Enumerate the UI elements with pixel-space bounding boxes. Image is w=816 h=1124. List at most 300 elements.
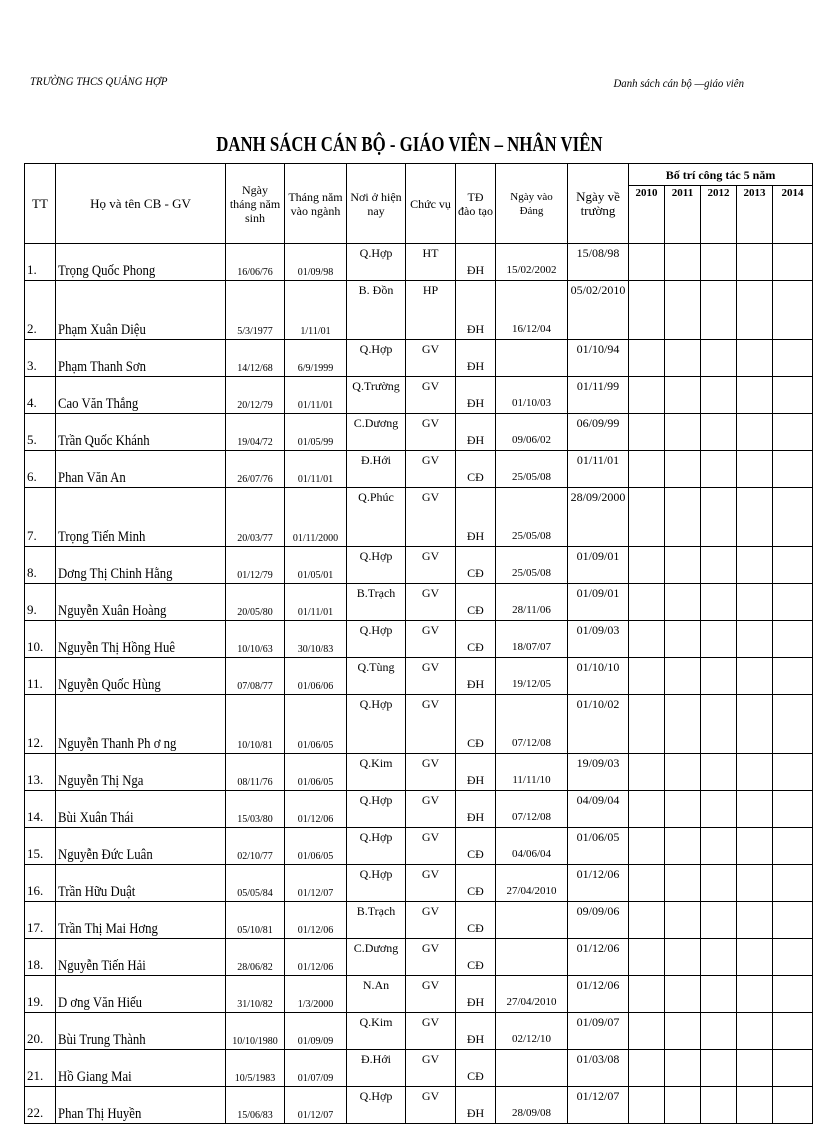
birth-date: 05/10/81 [226, 902, 285, 939]
start-date: 01/05/01 [285, 547, 347, 584]
staff-name-text: Phan Văn An [58, 470, 126, 486]
birth-date: 31/10/82 [226, 976, 285, 1013]
assignment-cell [737, 828, 773, 865]
birth-date: 14/12/68 [226, 340, 285, 377]
assignment-cell [701, 244, 737, 281]
assignment-cell [773, 1050, 813, 1087]
assignment-cell [773, 451, 813, 488]
assignment-cell [665, 828, 701, 865]
arrival-date: 15/08/98 [568, 244, 629, 281]
assignment-cell [629, 244, 665, 281]
staff-name-text: Cao Văn Thắng [58, 396, 139, 412]
table-row [25, 414, 813, 451]
residence: Q.Hợp [347, 547, 406, 584]
staff-name [56, 939, 226, 976]
start-date: 01/11/01 [285, 451, 347, 488]
start-date: 01/11/2000 [285, 488, 347, 547]
arrival-date: 19/09/03 [568, 754, 629, 791]
assignment-cell [773, 488, 813, 547]
assignment-cell [737, 377, 773, 414]
assignment-cell [629, 865, 665, 902]
staff-name [56, 451, 226, 488]
assignment-cell [665, 976, 701, 1013]
assignment-cell [665, 1087, 701, 1124]
degree: ĐH [456, 754, 496, 791]
position: GV [406, 902, 456, 939]
staff-name [56, 1013, 226, 1050]
staff-name [56, 1050, 226, 1087]
header-arrival: Ngày về trường [568, 164, 629, 244]
arrival-date: 05/02/2010 [568, 281, 629, 340]
assignment-cell [701, 791, 737, 828]
position: GV [406, 1050, 456, 1087]
party-date: 25/05/08 [496, 488, 568, 547]
degree: CĐ [456, 1050, 496, 1087]
residence: Đ.Hới [347, 1050, 406, 1087]
assignment-cell [701, 414, 737, 451]
assignment-cell [737, 451, 773, 488]
assignment-cell [737, 584, 773, 621]
assignment-cell [737, 244, 773, 281]
residence: Q.Hợp [347, 621, 406, 658]
staff-rows [25, 244, 813, 1124]
staff-name [56, 414, 226, 451]
assignment-cell [665, 695, 701, 754]
degree: ĐH [456, 244, 496, 281]
birth-date: 10/10/63 [226, 621, 285, 658]
residence: C.Dương [347, 414, 406, 451]
assignment-cell [773, 340, 813, 377]
birth-date: 19/04/72 [226, 414, 285, 451]
assignment-cell [737, 902, 773, 939]
degree: ĐH [456, 1013, 496, 1050]
assignment-cell [737, 414, 773, 451]
assignment-cell [665, 340, 701, 377]
table-row [25, 865, 813, 902]
header-year-2013: 2013 [737, 186, 773, 244]
position: GV [406, 695, 456, 754]
position: GV [406, 939, 456, 976]
position: GV [406, 584, 456, 621]
party-date: 27/04/2010 [496, 865, 568, 902]
degree: CĐ [456, 584, 496, 621]
assignment-cell [773, 621, 813, 658]
assignment-cell [629, 621, 665, 658]
degree: CĐ [456, 695, 496, 754]
assignment-cell [773, 695, 813, 754]
residence: Q.Hợp [347, 828, 406, 865]
residence: B.Trạch [347, 902, 406, 939]
residence: Q.Trường [347, 377, 406, 414]
assignment-cell [737, 658, 773, 695]
assignment-cell [701, 621, 737, 658]
arrival-date: 06/09/99 [568, 414, 629, 451]
assignment-cell [773, 244, 813, 281]
page-title: DANH SÁCH CÁN BỘ - GIÁO VIÊN – NHÂN VIÊN [216, 132, 603, 156]
assignment-cell [701, 340, 737, 377]
party-date: 07/12/08 [496, 791, 568, 828]
staff-name [56, 1087, 226, 1124]
staff-name [56, 488, 226, 547]
start-date: 01/05/99 [285, 414, 347, 451]
staff-name [56, 547, 226, 584]
staff-table [24, 163, 813, 1124]
table-row [25, 1013, 813, 1050]
staff-name-text: Nguyễn Xuân Hoàng [58, 603, 167, 619]
arrival-date: 01/09/01 [568, 584, 629, 621]
row-number: 7. [25, 488, 56, 547]
assignment-cell [629, 695, 665, 754]
party-date: 02/12/10 [496, 1013, 568, 1050]
assignment-cell [773, 791, 813, 828]
staff-name [56, 791, 226, 828]
start-date: 01/12/06 [285, 791, 347, 828]
row-number: 8. [25, 547, 56, 584]
assignment-cell [701, 1087, 737, 1124]
assignment-cell [737, 340, 773, 377]
row-number: 12. [25, 695, 56, 754]
birth-date: 15/06/83 [226, 1087, 285, 1124]
arrival-date: 01/11/01 [568, 451, 629, 488]
residence: N.An [347, 976, 406, 1013]
staff-name [56, 377, 226, 414]
birth-date: 02/10/77 [226, 828, 285, 865]
arrival-date: 01/03/08 [568, 1050, 629, 1087]
table-row [25, 1087, 813, 1124]
party-date: 09/06/02 [496, 414, 568, 451]
degree: ĐH [456, 1087, 496, 1124]
arrival-date: 01/12/06 [568, 865, 629, 902]
party-date [496, 939, 568, 976]
staff-name-text: Phạm Thanh Sơn [58, 359, 146, 375]
table-row [25, 340, 813, 377]
assignment-cell [629, 1013, 665, 1050]
degree: ĐH [456, 658, 496, 695]
header-assignment: Bố trí công tác 5 năm [629, 164, 813, 186]
arrival-date: 01/10/02 [568, 695, 629, 754]
header-start: Tháng năm vào ngành [285, 164, 347, 244]
assignment-cell [629, 939, 665, 976]
table-row [25, 695, 813, 754]
staff-name-text: Trọng Quốc Phong [58, 263, 156, 279]
staff-name [56, 658, 226, 695]
party-date: 04/06/04 [496, 828, 568, 865]
assignment-cell [665, 281, 701, 340]
residence: Đ.Hới [347, 451, 406, 488]
table-row [25, 244, 813, 281]
arrival-date: 01/12/06 [568, 976, 629, 1013]
residence: Q.Hợp [347, 1087, 406, 1124]
staff-name-text: Phạm Xuân Diệu [58, 322, 146, 338]
staff-name-text: Nguyễn Thị Hồng Huê [58, 640, 175, 656]
assignment-cell [773, 414, 813, 451]
assignment-cell [737, 621, 773, 658]
start-date: 6/9/1999 [285, 340, 347, 377]
assignment-cell [629, 281, 665, 340]
table-row [25, 584, 813, 621]
arrival-date: 01/10/94 [568, 340, 629, 377]
birth-date: 01/12/79 [226, 547, 285, 584]
position: GV [406, 658, 456, 695]
position: GV [406, 1013, 456, 1050]
header-year-2014: 2014 [773, 186, 813, 244]
assignment-cell [629, 828, 665, 865]
header-birth: Ngày tháng năm sinh [226, 164, 285, 244]
party-date [496, 340, 568, 377]
school-name: TRƯỜNG THCS QUẢNG HỢP [30, 74, 168, 88]
row-number: 19. [25, 976, 56, 1013]
start-date: 01/11/01 [285, 377, 347, 414]
row-number: 14. [25, 791, 56, 828]
assignment-cell [773, 865, 813, 902]
assignment-cell [629, 754, 665, 791]
assignment-cell [629, 584, 665, 621]
party-date: 27/04/2010 [496, 976, 568, 1013]
start-date: 01/09/09 [285, 1013, 347, 1050]
start-date: 01/06/05 [285, 828, 347, 865]
position: GV [406, 828, 456, 865]
row-number: 20. [25, 1013, 56, 1050]
assignment-cell [665, 865, 701, 902]
staff-name [56, 584, 226, 621]
staff-name [56, 281, 226, 340]
assignment-cell [665, 754, 701, 791]
residence: C.Dương [347, 939, 406, 976]
header-tt: TT [25, 164, 56, 244]
residence: Q.Hợp [347, 865, 406, 902]
arrival-date: 01/09/03 [568, 621, 629, 658]
birth-date: 15/03/80 [226, 791, 285, 828]
assignment-cell [701, 547, 737, 584]
staff-name-text: Bùi Trung Thành [58, 1032, 146, 1048]
assignment-cell [701, 754, 737, 791]
table-row [25, 754, 813, 791]
arrival-date: 01/09/01 [568, 547, 629, 584]
row-number: 13. [25, 754, 56, 791]
residence: B.Trạch [347, 584, 406, 621]
row-number: 6. [25, 451, 56, 488]
assignment-cell [773, 377, 813, 414]
header-name: Họ và tên CB - GV [56, 164, 226, 244]
assignment-cell [737, 281, 773, 340]
staff-name [56, 244, 226, 281]
staff-name-text: Trần Hữu Duật [58, 884, 136, 900]
degree: ĐH [456, 791, 496, 828]
degree: CĐ [456, 865, 496, 902]
position: GV [406, 754, 456, 791]
header-party: Ngày vào Đảng [496, 164, 568, 244]
assignment-cell [701, 828, 737, 865]
party-date: 28/09/08 [496, 1087, 568, 1124]
staff-name [56, 621, 226, 658]
assignment-cell [737, 1050, 773, 1087]
assignment-cell [737, 976, 773, 1013]
assignment-cell [773, 828, 813, 865]
assignment-cell [737, 939, 773, 976]
table-row [25, 902, 813, 939]
assignment-cell [773, 976, 813, 1013]
staff-name-text: Phan Thị Huyền [58, 1106, 142, 1122]
assignment-cell [665, 547, 701, 584]
assignment-cell [773, 1087, 813, 1124]
assignment-cell [665, 451, 701, 488]
staff-name-text: Trần Quốc Khánh [58, 433, 150, 449]
assignment-cell [737, 488, 773, 547]
arrival-date: 01/12/07 [568, 1087, 629, 1124]
arrival-date: 04/09/04 [568, 791, 629, 828]
staff-name [56, 754, 226, 791]
assignment-cell [665, 902, 701, 939]
birth-date: 28/06/82 [226, 939, 285, 976]
assignment-cell [629, 1087, 665, 1124]
table-row [25, 828, 813, 865]
assignment-cell [665, 584, 701, 621]
assignment-cell [629, 414, 665, 451]
residence: Q.Phúc [347, 488, 406, 547]
party-date: 16/12/04 [496, 281, 568, 340]
assignment-cell [629, 451, 665, 488]
position: HP [406, 281, 456, 340]
assignment-cell [737, 695, 773, 754]
assignment-cell [629, 902, 665, 939]
start-date: 01/12/07 [285, 865, 347, 902]
arrival-date: 01/06/05 [568, 828, 629, 865]
position: GV [406, 340, 456, 377]
header-year-2010: 2010 [629, 186, 665, 244]
staff-name-text: Bùi Xuân Thái [58, 810, 134, 826]
assignment-cell [629, 377, 665, 414]
party-date: 28/11/06 [496, 584, 568, 621]
table-row [25, 658, 813, 695]
row-number: 5. [25, 414, 56, 451]
start-date: 30/10/83 [285, 621, 347, 658]
degree: CĐ [456, 902, 496, 939]
arrival-date: 28/09/2000 [568, 488, 629, 547]
assignment-cell [701, 865, 737, 902]
assignment-cell [701, 902, 737, 939]
degree: CĐ [456, 621, 496, 658]
row-number: 9. [25, 584, 56, 621]
start-date: 01/06/05 [285, 695, 347, 754]
assignment-cell [701, 976, 737, 1013]
degree: ĐH [456, 976, 496, 1013]
row-number: 21. [25, 1050, 56, 1087]
table-row [25, 1050, 813, 1087]
residence: Q.Hợp [347, 791, 406, 828]
degree: ĐH [456, 340, 496, 377]
row-number: 10. [25, 621, 56, 658]
assignment-cell [629, 976, 665, 1013]
assignment-cell [773, 754, 813, 791]
birth-date: 20/03/77 [226, 488, 285, 547]
start-date: 01/07/09 [285, 1050, 347, 1087]
arrival-date: 01/09/07 [568, 1013, 629, 1050]
assignment-cell [737, 1013, 773, 1050]
birth-date: 20/05/80 [226, 584, 285, 621]
table-row [25, 976, 813, 1013]
start-date: 01/12/07 [285, 1087, 347, 1124]
assignment-cell [665, 791, 701, 828]
staff-name [56, 902, 226, 939]
assignment-cell [701, 1050, 737, 1087]
staff-name [56, 976, 226, 1013]
residence: Q.Hợp [347, 340, 406, 377]
residence: Q.Hợp [347, 695, 406, 754]
table-row [25, 939, 813, 976]
assignment-cell [773, 658, 813, 695]
row-number: 4. [25, 377, 56, 414]
assignment-cell [773, 1013, 813, 1050]
start-date: 01/06/05 [285, 754, 347, 791]
header-year-2012: 2012 [701, 186, 737, 244]
assignment-cell [701, 939, 737, 976]
residence: B. Đồn [347, 281, 406, 340]
table-row [25, 488, 813, 547]
assignment-cell [629, 791, 665, 828]
birth-date: 10/5/1983 [226, 1050, 285, 1087]
degree: CĐ [456, 451, 496, 488]
residence: Q.Hợp [347, 244, 406, 281]
staff-name-text: Trọng Tiến Minh [58, 529, 146, 545]
assignment-cell [629, 488, 665, 547]
staff-name-text: Nguyễn Thanh Ph ơ ng [58, 736, 177, 752]
table-row [25, 621, 813, 658]
party-date [496, 902, 568, 939]
position: GV [406, 976, 456, 1013]
row-number: 17. [25, 902, 56, 939]
start-date: 01/09/98 [285, 244, 347, 281]
position: GV [406, 865, 456, 902]
position: GV [406, 547, 456, 584]
assignment-cell [701, 488, 737, 547]
assignment-cell [737, 1087, 773, 1124]
row-number: 1. [25, 244, 56, 281]
birth-date: 10/10/81 [226, 695, 285, 754]
assignment-cell [701, 695, 737, 754]
row-number: 2. [25, 281, 56, 340]
staff-name [56, 340, 226, 377]
assignment-cell [701, 584, 737, 621]
birth-date: 16/06/76 [226, 244, 285, 281]
header-degree: TĐ đào tạo [456, 164, 496, 244]
party-date: 01/10/03 [496, 377, 568, 414]
position: GV [406, 1087, 456, 1124]
start-date: 01/12/06 [285, 902, 347, 939]
staff-name [56, 695, 226, 754]
staff-name-text: D ơng Văn Hiếu [58, 995, 143, 1011]
assignment-cell [737, 865, 773, 902]
header-year-2011: 2011 [665, 186, 701, 244]
position: GV [406, 377, 456, 414]
assignment-cell [665, 414, 701, 451]
party-date: 15/02/2002 [496, 244, 568, 281]
degree: ĐH [456, 377, 496, 414]
table-row [25, 451, 813, 488]
assignment-cell [665, 1013, 701, 1050]
staff-name-text: Hồ Giang Mai [58, 1069, 132, 1085]
assignment-cell [737, 791, 773, 828]
residence: Q.Kim [347, 1013, 406, 1050]
party-date [496, 1050, 568, 1087]
table-row [25, 547, 813, 584]
position: HT [406, 244, 456, 281]
degree: CĐ [456, 828, 496, 865]
table-row [25, 281, 813, 340]
arrival-date: 09/09/06 [568, 902, 629, 939]
assignment-cell [701, 658, 737, 695]
staff-name [56, 865, 226, 902]
assignment-cell [737, 547, 773, 584]
